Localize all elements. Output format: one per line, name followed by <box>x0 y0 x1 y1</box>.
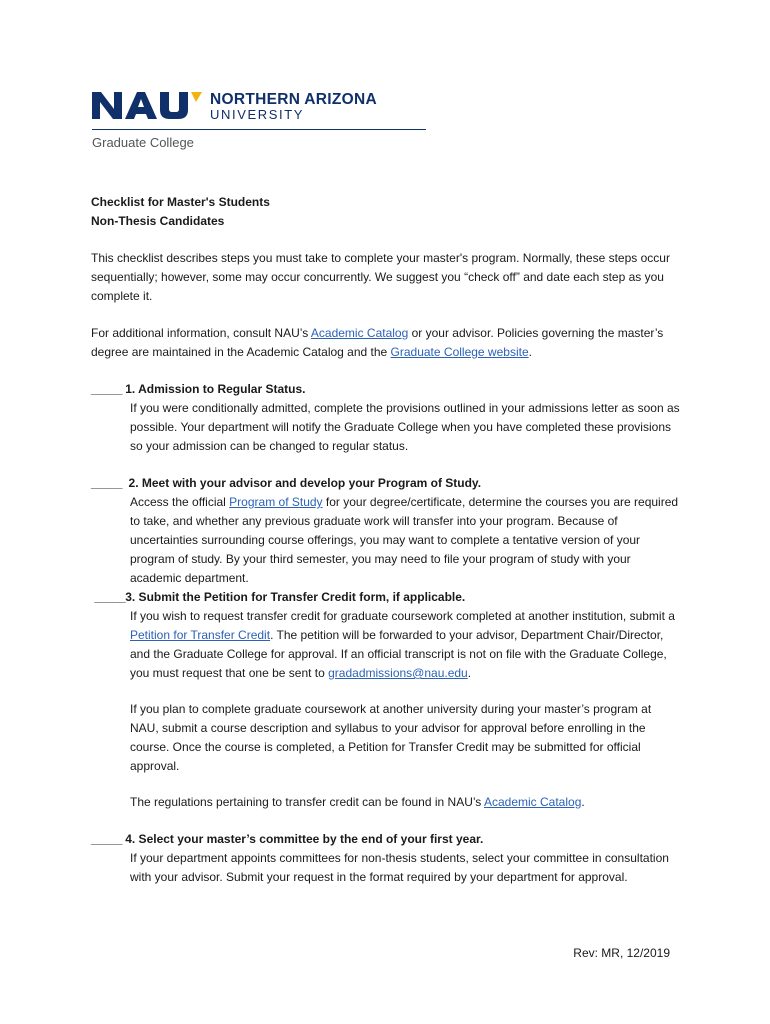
step-3-text-3: . <box>467 666 472 680</box>
step-2 <box>91 474 681 588</box>
step-2-text-1: Access the official <box>130 495 230 509</box>
step-4-checkbox-blank[interactable]: _____ <box>91 832 122 846</box>
step-4-body: If your department appoints committees for non-thesis students, select your committee in consultation with your advisor. Submit your request in the format required by your department for approval. <box>130 851 669 884</box>
step-4-heading <box>91 830 681 849</box>
logo-line-university: UNIVERSITY <box>210 107 305 122</box>
step-2-checkbox-blank[interactable]: _____ <box>91 476 122 490</box>
info-text-1: For additional information, consult NAU’s <box>91 326 311 340</box>
step-2-heading <box>91 474 681 493</box>
step-2-title: 2. Meet with your advisor and develop your Program of Study. <box>128 476 482 490</box>
gradadmissions-email-link[interactable]: gradadmissions@nau.edu <box>328 666 468 680</box>
step-4 <box>91 830 681 887</box>
graduate-college-website-link[interactable]: Graduate College website <box>390 345 529 359</box>
program-of-study-link[interactable]: Program of Study <box>229 495 323 509</box>
step-2-body <box>91 493 681 588</box>
academic-catalog-link-2[interactable]: Academic Catalog <box>483 795 582 809</box>
step-3-checkbox-blank[interactable]: _____ <box>94 590 126 604</box>
nau-logo <box>92 90 428 152</box>
step-3-paragraph-2: If you plan to complete graduate coursework at another university during your master’s program at NAU, submit a course description and syllabus to your advisor for approval before enrolling in the course. Once the course is completed, a Petition for Transfer Credit may be submitted for official approval. <box>130 702 652 773</box>
step-3-title: 3. Submit the Petition for Transfer Credit form, if applicable. <box>125 590 466 604</box>
info-text-3: . <box>528 345 532 359</box>
step-3-body <box>91 607 681 683</box>
step-1-checkbox-blank[interactable]: _____ <box>91 382 122 396</box>
logo-divider <box>92 129 426 130</box>
step-1-heading <box>91 380 681 399</box>
intro-paragraph: This checklist describes steps you must take to complete your master's program. Normally, these steps occur sequentially; however, some may occur concurrently. We suggest you “check off” and date each step as you complete it. <box>91 251 670 303</box>
step-3-text-2: . The petition will be forwarded to your advisor, Department Chair/Director, and the Graduate College for approval. If an official transcript is not on file with the Graduate College, you must request that one be sent to <box>130 628 667 680</box>
step-3-text-1: If you wish to request transfer credit for graduate coursework completed at another institution, submit a <box>130 609 675 623</box>
doc-subtitle: Non-Thesis Candidates <box>91 214 225 228</box>
step-4-title: 4. Select your master’s committee by the end of your first year. <box>125 832 484 846</box>
step-3-paragraph-3 <box>91 793 681 812</box>
info-text-2: or your advisor. Policies governing the master’s degree are maintained in the Academic Catalog and the <box>91 326 664 359</box>
step-3-p3-text-2: . <box>581 795 585 809</box>
academic-catalog-link[interactable]: Academic Catalog <box>310 326 409 340</box>
step-1-title: 1. Admission to Regular Status. <box>125 382 306 396</box>
logo-subtitle: Graduate College <box>92 135 194 150</box>
revision-note: Rev: MR, 12/2019 <box>573 946 670 960</box>
petition-transfer-credit-link[interactable]: Petition for Transfer Credit <box>130 628 271 642</box>
step-3 <box>91 588 681 812</box>
nau-logo-mark <box>92 90 204 120</box>
logo-line-northern-arizona: NORTHERN ARIZONA <box>210 91 377 108</box>
info-paragraph <box>91 324 681 362</box>
step-3-heading <box>91 588 681 607</box>
step-3-p3-text-1: The regulations pertaining to transfer credit can be found in NAU’s <box>130 795 484 809</box>
step-1 <box>91 380 681 456</box>
step-1-body: If you were conditionally admitted, complete the provisions outlined in your admissions letter as soon as possible. Your department will notify the Graduate College when you have completed these provisions so your admission can be changed to regular status. <box>130 401 680 453</box>
doc-title: Checklist for Master's Students <box>91 195 270 209</box>
step-2-text-2: for your degree/certificate, determine the courses you are required to take, and whether any previous graduate work will transfer into your program. Because of uncertainties surrounding course offerings, you may want to complete a tentative version of your program of study. By your third semester, you may need to file your program of study with your academic department. <box>130 495 679 585</box>
document-body <box>91 193 681 887</box>
